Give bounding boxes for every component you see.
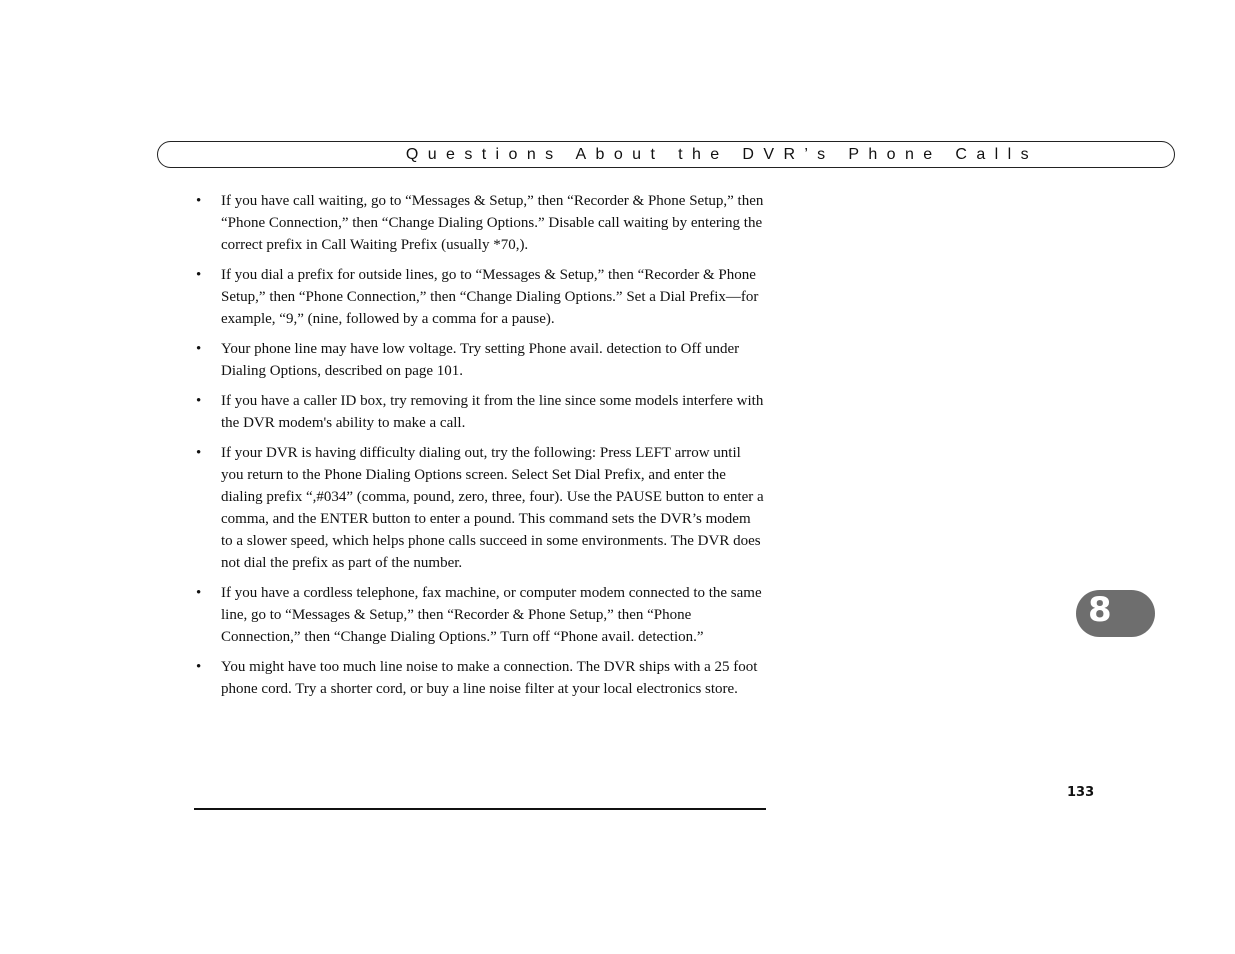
main-content — [196, 190, 766, 708]
list-item — [196, 390, 766, 434]
troubleshooting-list — [196, 190, 766, 700]
bullet-icon: • — [196, 267, 202, 283]
bullet-icon: • — [196, 393, 202, 409]
list-item — [196, 190, 766, 256]
chapter-tab — [1076, 590, 1155, 637]
list-item-text: Your phone line may have low voltage. Try setting Phone avail. detection to Off under Dialing Options, described on page 101. — [221, 341, 740, 379]
bullet-icon: • — [196, 445, 202, 461]
list-item-text: You might have too much line noise to make a connection. The DVR ships with a 25 foot phone cord. Try a shorter cord, or buy a line noise filter at your local electronics store. — [221, 659, 758, 697]
running-header — [157, 141, 1175, 168]
bullet-icon: • — [196, 193, 202, 209]
list-item — [196, 582, 766, 648]
list-item-text: If you have call waiting, go to “Messages & Setup,” then “Recorder & Phone Setup,” then “Phone Connection,” then “Change Dialing Options.” Disable call waiting by entering the correct prefix in Call Waiting Prefix (usually *70,). — [221, 193, 764, 253]
list-item-text: If your DVR is having difficulty dialing out, try the following: Press LEFT arrow until you return to the Phone Dialing Options screen. Select Set Dial Prefix, and enter the dialing prefix “,#034” (comma, pound, zero, three, four). Use the PAUSE button to enter a comma, and the ENTER button to enter a pound. This command sets the DVR’s modem to a slower speed, which helps phone calls succeed in some environments. The DVR does not dial the prefix as part of the number. — [221, 445, 764, 571]
header-title: Questions About the DVR’s Phone Calls — [405, 146, 1038, 163]
list-item-text: If you have a caller ID box, try removing it from the line since some models interfere with the DVR modem's ability to make a call. — [221, 393, 764, 431]
bullet-icon: • — [196, 659, 202, 675]
list-item-text: If you have a cordless telephone, fax machine, or computer modem connected to the same line, go to “Messages & Setup,” then “Recorder & Phone Setup,” then “Phone Connection,” then “Change Dialing Options.” Turn off “Phone avail. detection.” — [221, 585, 762, 645]
bullet-icon: • — [196, 341, 202, 357]
bullet-icon: • — [196, 585, 202, 601]
chapter-number: 8 — [1088, 590, 1112, 630]
list-item — [196, 338, 766, 382]
list-item — [196, 656, 766, 700]
list-item-text: If you dial a prefix for outside lines, go to “Messages & Setup,” then “Recorder & Phone Setup,” then “Phone Connection,” then “Change Dialing Options.” Set a Dial Prefix—for example, “9,” (nine, followed by a comma for a pause). — [221, 267, 759, 327]
list-item — [196, 264, 766, 330]
footer-divider — [194, 808, 766, 810]
list-item — [196, 442, 766, 574]
page-number: 133 — [1067, 785, 1095, 800]
